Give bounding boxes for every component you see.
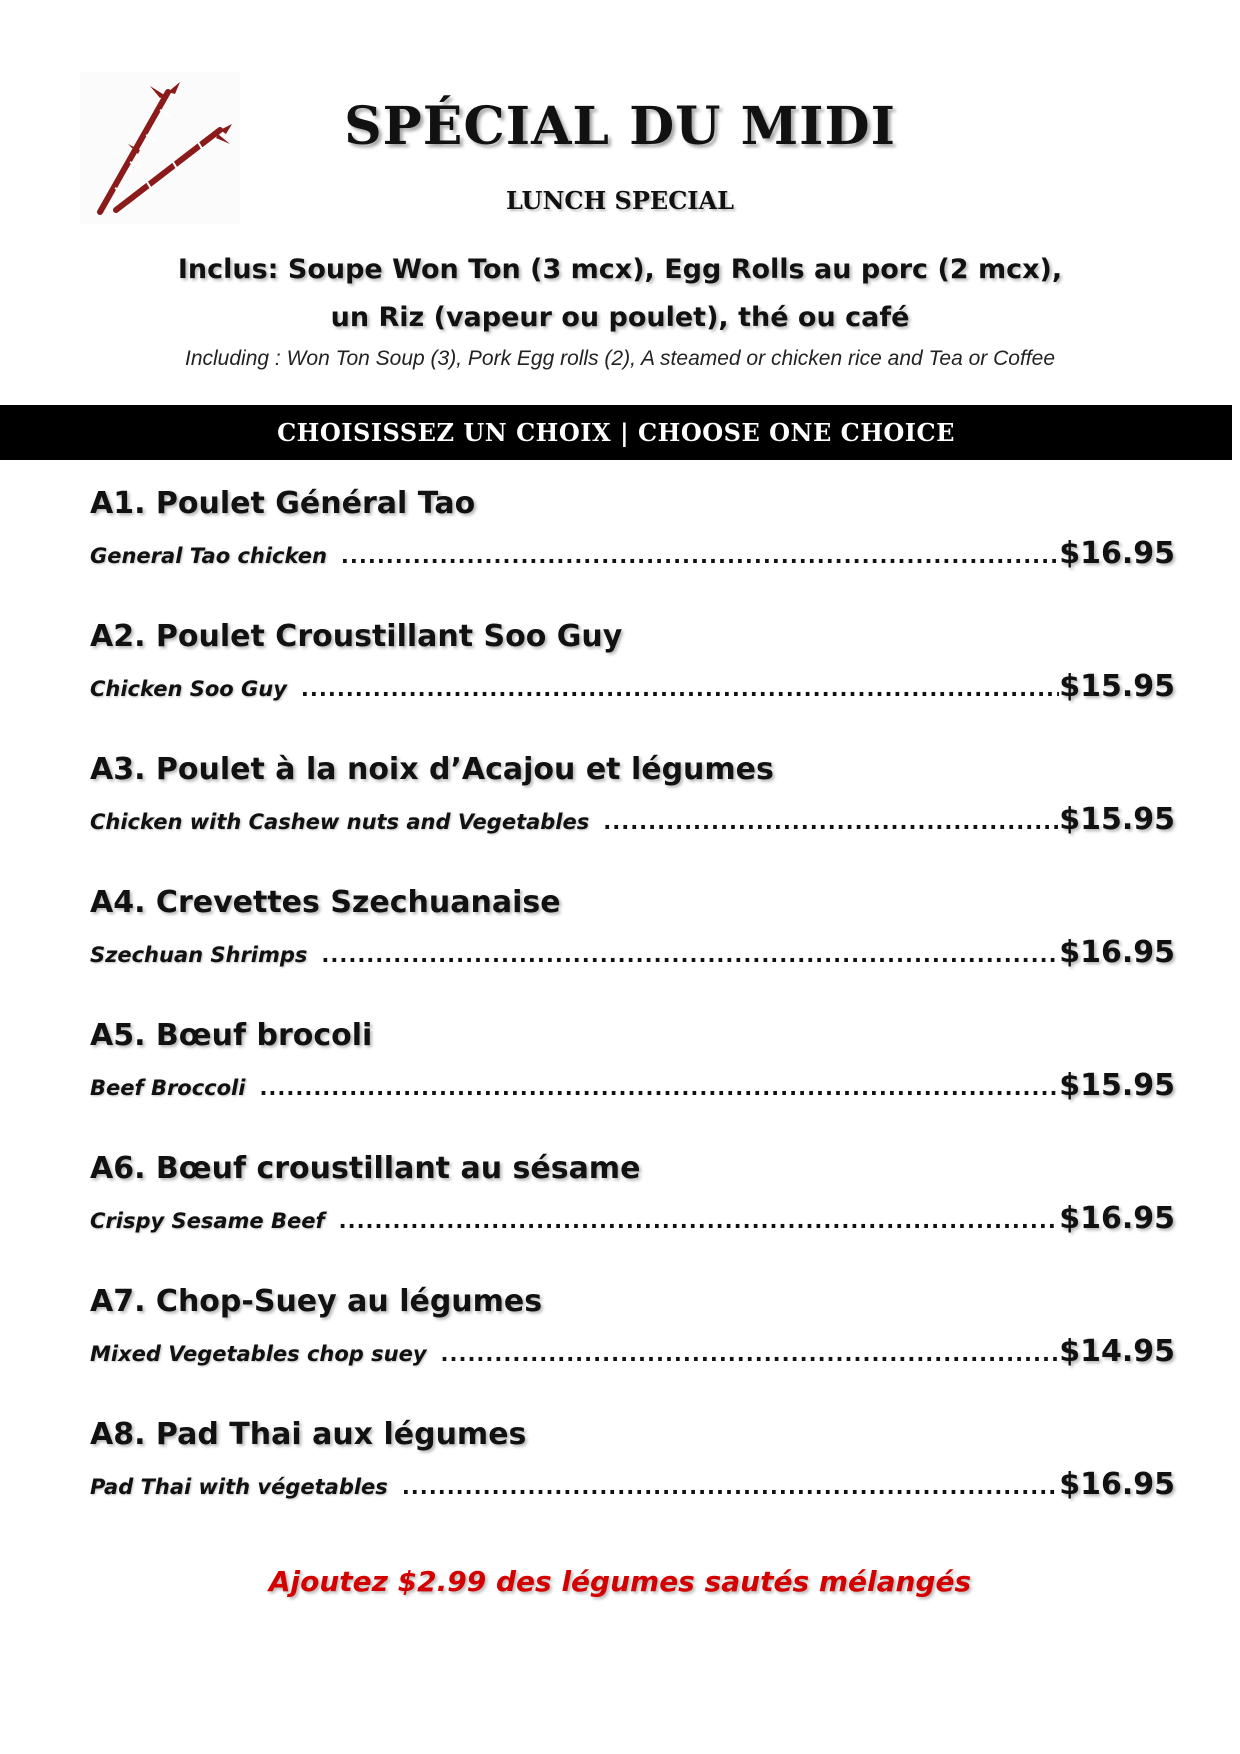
menu-item-english: Chicken Soo Guy bbox=[90, 677, 287, 701]
menu-item-price: $14.95 bbox=[1059, 1334, 1175, 1369]
menu-item-price: $16.95 bbox=[1059, 536, 1175, 571]
menu-item-name: A6. Bœuf croustillant au sésame bbox=[90, 1151, 641, 1186]
menu-item-a2 bbox=[90, 619, 1175, 739]
menu-item-price: $15.95 bbox=[1059, 1068, 1175, 1103]
menu-item-price: $15.95 bbox=[1059, 669, 1175, 704]
menu-item-name: A3. Poulet à la noix d’Acajou et légumes bbox=[90, 752, 774, 787]
add-vegetables-note: Ajoutez $2.99 des légumes sautés mélangés bbox=[268, 1565, 972, 1598]
menu-item-english: Beef Broccoli bbox=[90, 1076, 246, 1100]
includes-english: Including : Won Ton Soup (3), Pork Egg rolls (2), A steamed or chicken rice and Tea or Coffee bbox=[185, 347, 1055, 370]
menu-item-a3 bbox=[90, 752, 1175, 872]
dot-leader bbox=[321, 943, 1059, 967]
menu-item-a1 bbox=[90, 486, 1175, 606]
dot-leader bbox=[441, 1342, 1060, 1366]
menu-item-a4 bbox=[90, 885, 1175, 1005]
menu-item-name: A4. Crevettes Szechuanaise bbox=[90, 885, 561, 920]
dot-leader bbox=[339, 1209, 1060, 1233]
menu-item-name: A8. Pad Thai aux légumes bbox=[90, 1417, 527, 1452]
page-subtitle: LUNCH SPECIAL bbox=[505, 186, 735, 215]
page-title: SPÉCIAL DU MIDI bbox=[344, 96, 896, 157]
dot-leader bbox=[259, 1076, 1059, 1100]
menu-item-name: A5. Bœuf brocoli bbox=[90, 1018, 373, 1053]
menu-item-a5 bbox=[90, 1018, 1175, 1138]
menu-item-english: Mixed Vegetables chop suey bbox=[90, 1342, 427, 1366]
menu-item-a7 bbox=[90, 1284, 1175, 1404]
dot-leader bbox=[603, 810, 1059, 834]
menu-item-english: Szechuan Shrimps bbox=[90, 943, 308, 967]
includes-line-1: Inclus: Soupe Won Ton (3 mcx), Egg Rolls au porc (2 mcx), bbox=[177, 254, 1063, 285]
choose-one-banner-label: CHOISISSEZ UN CHOIX | CHOOSE ONE CHOICE bbox=[277, 418, 955, 447]
menu-item-english: General Tao chicken bbox=[90, 544, 327, 568]
menu-item-english: Chicken with Cashew nuts and Vegetables bbox=[90, 810, 590, 834]
menu-item-price: $16.95 bbox=[1059, 1201, 1175, 1236]
menu-item-name: A1. Poulet Général Tao bbox=[90, 486, 476, 521]
menu-item-a6 bbox=[90, 1151, 1175, 1271]
menu-item-name: A2. Poulet Croustillant Soo Guy bbox=[90, 619, 623, 654]
menu-item-price: $16.95 bbox=[1059, 935, 1175, 970]
menu-item-price: $15.95 bbox=[1059, 802, 1175, 837]
menu-item-english: Pad Thai with végetables bbox=[90, 1475, 388, 1499]
choose-one-banner bbox=[0, 405, 1232, 460]
dot-leader bbox=[341, 544, 1059, 568]
menu-item-name: A7. Chop-Suey au légumes bbox=[90, 1284, 543, 1319]
dot-leader bbox=[301, 677, 1059, 701]
menu-item-a8 bbox=[90, 1417, 1175, 1537]
includes-line-2: un Riz (vapeur ou poulet), thé ou café bbox=[330, 302, 910, 333]
dot-leader bbox=[402, 1475, 1059, 1499]
menu-item-price: $16.95 bbox=[1059, 1467, 1175, 1502]
menu-item-english: Crispy Sesame Beef bbox=[90, 1209, 325, 1233]
